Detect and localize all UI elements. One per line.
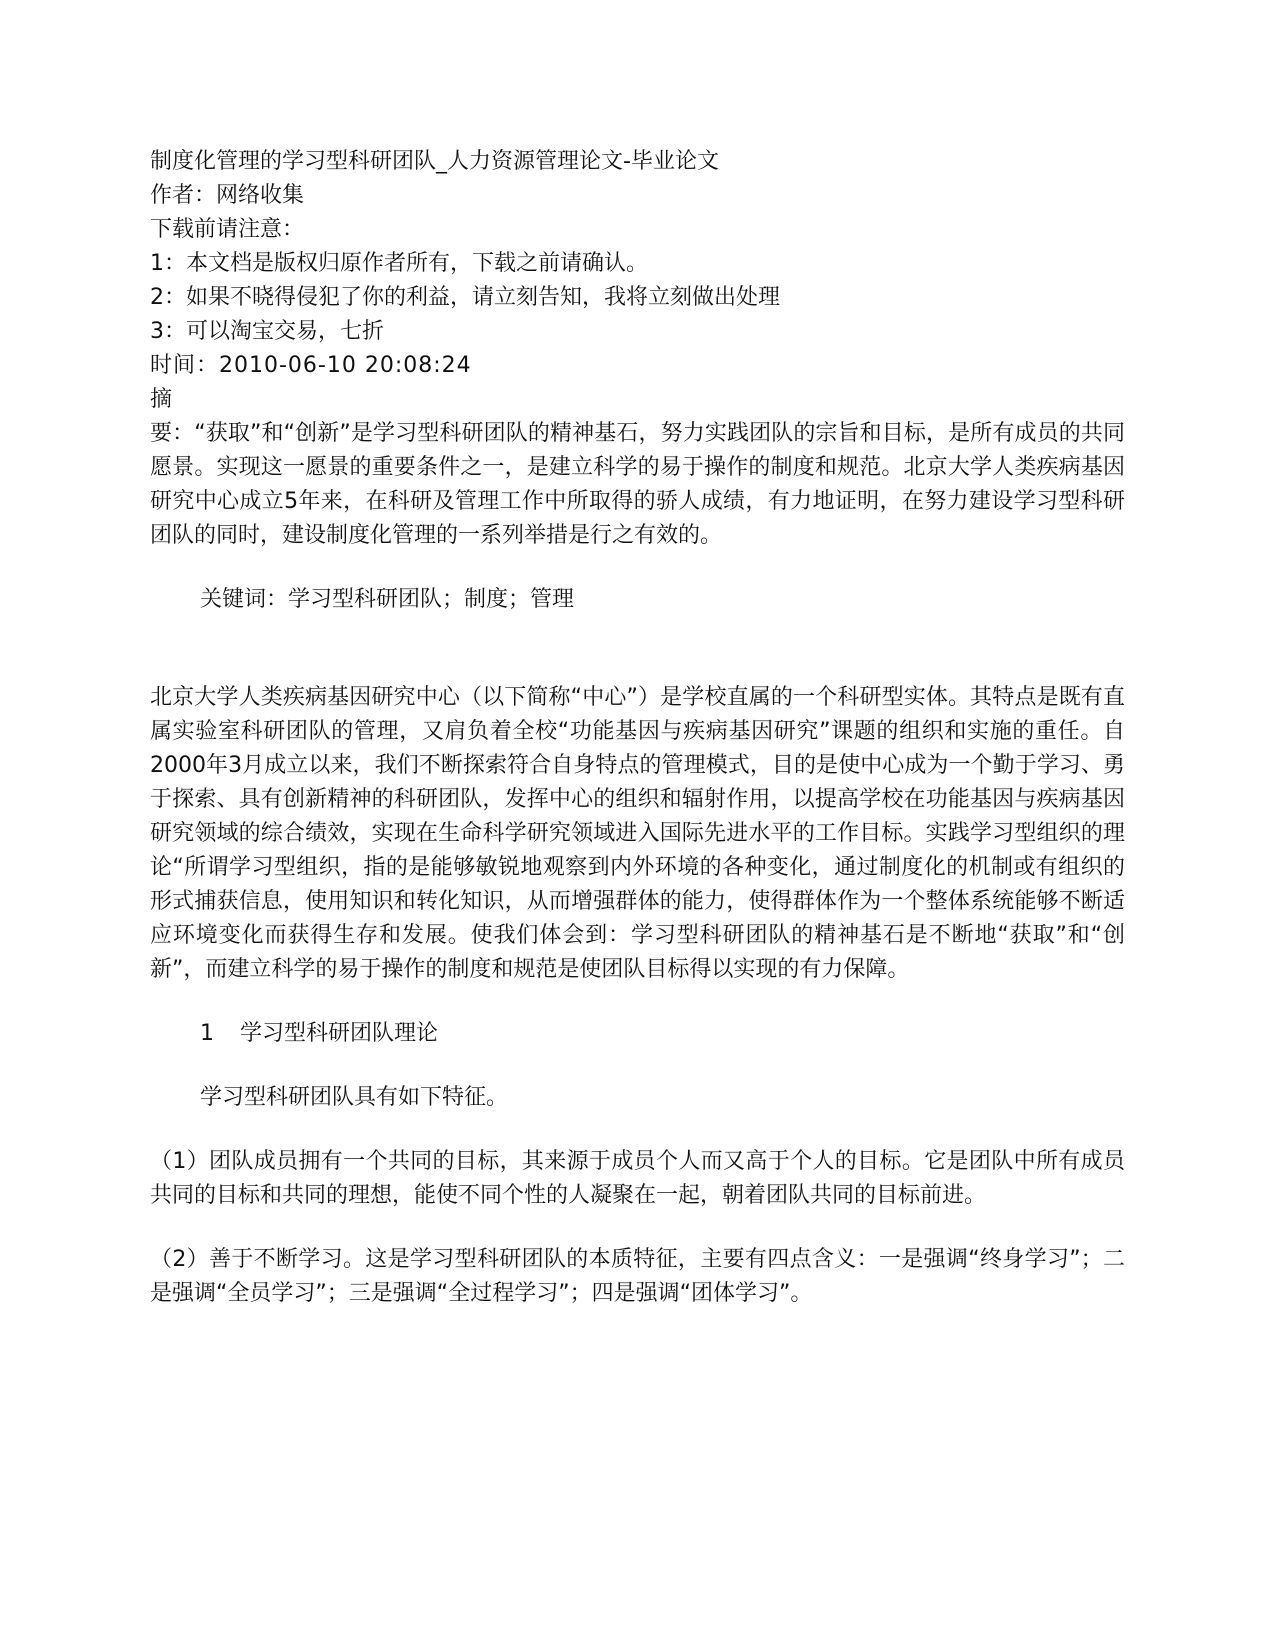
notice-item: 2：如果不晓得侵犯了你的利益，请立刻告知，我将立刻做出处理 — [150, 285, 780, 310]
notice-item: 1：本文档是版权归原作者所有，下载之前请确认。 — [150, 251, 648, 276]
feature-item-2: （2）善于不断学习。这是学习型科研团队的本质特征，主要有四点含义：一是强调“终身学习”；二是强调“全员学习”；三是强调“全过程学习”；四是强调“团体学习”。 — [150, 1247, 1125, 1306]
abstract-label: 摘 — [150, 387, 173, 412]
intro-paragraph: 北京大学人类疾病基因研究中心（以下简称“中心”）是学校直属的一个科研型实体。其特点是既有直属实验室科研团队的管理，又肩负着全校“功能基因与疾病基因研究”课题的组织和实施的重任。自2000年3月成立以来，我们不断探索符合自身特点的管理模式，目的是使中心成为一个勤于学习、勇于探索、具有创新精神的科研团队，发挥中心的组织和辐射作用，以提高学校在功能基因与疾病基因研究领域的综合绩效，实现在生命科学研究领域进入国际先进水平的工作目标。实践学习型组织的理论“所谓学习型组织，指的是能够敏锐地观察到内外环境的各种变化，通过制度化的机制或有组织的形式捕获信息，使用知识和转化知识，从而增强群体的能力，使得群体作为一个整体系统能够不断适应环境变化而获得生存和发展。使我们体会到：学习型科研团队的精神基石是不断地“获取”和“创新”，而建立科学的易于操作的制度和规范是使团队目标得以实现的有力保障。 — [150, 685, 1125, 982]
abstract-paragraph: 要：“获取”和“创新”是学习型科研团队的精神基石，努力实践团队的宗旨和目标，是所有成员的共同愿景。实现这一愿景的重要条件之一，是建立科学的易于操作的制度和规范。北京大学人类疾病基因研究中心成立5年来，在科研及管理工作中所取得的骄人成绩，有力地证明，在努力建设学习型科研团队的同时，建设制度化管理的一系列举措是行之有效的。 — [150, 421, 1125, 548]
author-line: 作者：网络收集 — [150, 183, 305, 208]
notice-item: 3：可以淘宝交易，七折 — [150, 319, 384, 344]
timestamp-line: 时间：2010-06-10 20:08:24 — [150, 353, 472, 378]
section-number: 1 — [200, 1021, 214, 1046]
section-title: 学习型科研团队理论 — [240, 1021, 439, 1046]
notice-heading: 下载前请注意： — [150, 217, 305, 242]
document-title: 制度化管理的学习型科研团队_人力资源管理论文-毕业论文 — [150, 149, 719, 174]
section-heading — [150, 1017, 1125, 1051]
feature-item-1: （1）团队成员拥有一个共同的目标，其来源于成员个人而又高于个人的目标。它是团队中所有成员共同的目标和共同的理想，能使不同个性的人凝聚在一起，朝着团队共同的目标前进。 — [150, 1149, 1125, 1208]
keywords-line: 关键词：学习型科研团队；制度；管理 — [200, 587, 575, 612]
document-page — [150, 145, 1125, 1311]
section-lead: 学习型科研团队具有如下特征。 — [200, 1085, 509, 1110]
